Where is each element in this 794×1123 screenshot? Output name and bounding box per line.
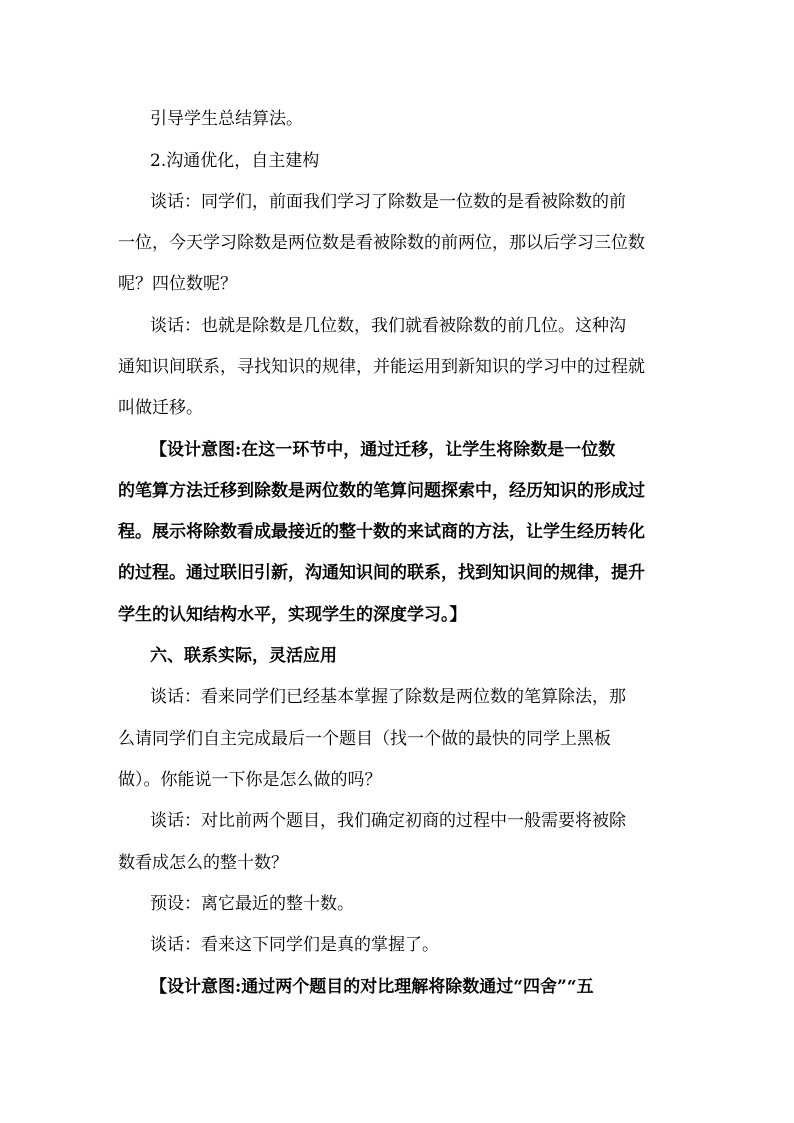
paragraph-line: 谈话：看来同学们已经基本掌握了除数是两位数的笔算除法，那 [150, 687, 626, 707]
paragraph-line: 一位，今天学习除数是两位数是看被除数的前两位，那以后学习三位数 [118, 233, 645, 253]
design-intent-line: 程。展示将除数看成最接近的整十数的来试商的方法，让学生经历转化 [118, 522, 645, 542]
paragraph-line: 谈话：也就是除数是几位数，我们就看被除数的前几位。这种沟 [150, 316, 626, 336]
paragraph-line: 预设：离它最近的整十数。 [150, 894, 354, 914]
section-heading: 2.沟通优化，自主建构 [150, 151, 320, 171]
paragraph-line: 做）。你能说一下你是怎么做的吗？ [118, 770, 382, 790]
paragraph-line: 谈话：对比前两个题目，我们确定初商的过程中一般需要将被除 [150, 811, 626, 831]
design-intent-line: 【设计意图:通过两个题目的对比理解将除数通过“四舍”“五 [150, 977, 594, 997]
paragraph-line: 引导学生总结算法。 [150, 109, 303, 129]
paragraph-line: 谈话：看来这下同学们是真的掌握了。 [150, 935, 439, 955]
paragraph-line: 数看成怎么的整十数？ [118, 853, 288, 873]
section-heading: 六、联系实际，灵活应用 [150, 646, 337, 666]
paragraph-line: 通知识间联系，寻找知识的规律，并能运用到新知识的学习中的过程就 [118, 357, 645, 377]
paragraph-line: 谈话：同学们，前面我们学习了除数是一位数的是看被除数的前 [150, 192, 626, 212]
design-intent-line: 的笔算方法迁移到除数是两位数的笔算问题探索中，经历知识的形成过 [118, 481, 645, 501]
design-intent-line: 学生的认知结构水平，实现学生的深度学习。】 [118, 605, 467, 625]
design-intent-line: 的过程。通过联旧引新，沟通知识间的联系，找到知识间的规律，提升 [118, 563, 645, 583]
design-intent-line: 【设计意图:在这一环节中，通过迁移，让学生将除数是一位数 [150, 440, 616, 460]
paragraph-line: 么请同学们自主完成最后一个题目（找一个做的最快的同学上黑板 [118, 729, 611, 749]
paragraph-line: 叫做迁移。 [118, 398, 203, 418]
paragraph-line: 呢？四位数呢？ [118, 274, 237, 294]
